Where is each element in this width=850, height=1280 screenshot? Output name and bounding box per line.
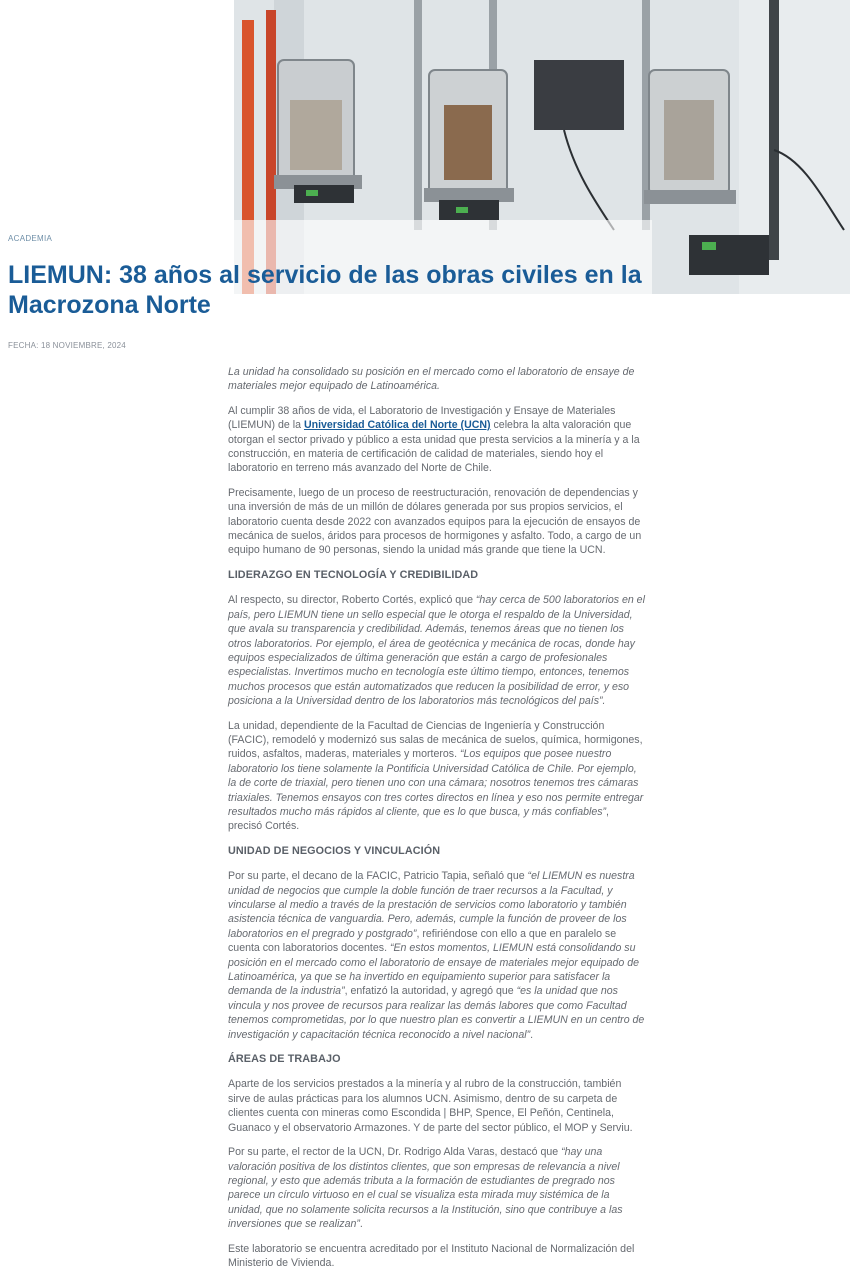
paragraph-2: Precisamente, luego de un proceso de reestructuración, renovación de dependencias y una inversión de más de un millón de dólares generada por sus propios servicios, el laboratorio cuenta desde 2022 con avanzados equipos para la ejecución de ensayos de mecánica de suelos, áridos para procesos de hormigones y asfalto. Todo, a cargo de un equipo humano de 90 personas, siendo la unidad más grande que tiene la UCN. (228, 486, 642, 557)
section-heading-areas: ÁREAS DE TRABAJO (228, 1053, 341, 1066)
article-body (228, 365, 646, 1280)
paragraph-3: Al respecto, su director, Roberto Cortés, explicó que “hay cerca de 500 laboratorios en el país, pero LIEMUN tiene un sello especial que le otorga el respaldo de la Universidad, que avala su transparencia y credibilidad. Además, tenemos áreas que no tienen los otros laboratorios. Por ejemplo, el área de geotécnica y mecánica de rocas, donde hay equipos especializados de última generación que están a cargo de profesionales especialistas. Invertimos mucho en tecnología este último tiempo, entonces, tenemos muchos procesos que están automatizados que reducen la posibilidad de error, y eso posiciona a la Universidad dentro de los laboratorios más tecnológicos del país”. (228, 594, 645, 708)
paragraph-6: Aparte de los servicios prestados a la minería y al rubro de la construcción, también sirve de aulas prácticas para los alumnos UCN. Asimismo, dentro de su carpeta de clientes cuenta con mineras como Escondida | BHP, Spence, El Peñón, Centinela, Guanaco y el observatorio Armazones. Y de parte del sector público, el MOP y Serviu. (228, 1078, 633, 1134)
article-lead: La unidad ha consolidado su posición en el mercado como el laboratorio de ensaye de materiales mejor equipado de Latinoamérica. (228, 366, 635, 393)
paragraph-8: Este laboratorio se encuentra acreditado por el Instituto Nacional de Normalización del Ministerio de Vivienda. (228, 1242, 635, 1269)
paragraph-1: Al cumplir 38 años de vida, el Laboratorio de Investigación y Ensaye de Materiales (LIEMUN) de la Universidad Católica del Norte (UCN) celebra la alta valoración que otorgan el sector privado y público a esta unidad que presta servicios a la minería y a la construcción, en materia de certificación de calidad de materiales, siendo hoy el laboratorio en terreno más avanzado del Norte de Chile. (228, 404, 640, 475)
category-label[interactable]: ACADEMIA (8, 234, 53, 243)
section-heading-leadership: LIDERAZGO EN TECNOLOGÍA Y CREDIBILIDAD (228, 568, 479, 581)
ucn-link[interactable]: Universidad Católica del Norte (UCN) (303, 419, 491, 432)
paragraph-7: Por su parte, el rector de la UCN, Dr. Rodrigo Alda Varas, destacó que “hay una valoración positiva de los distintos clientes, que son empresas de relevancia a nivel regional, y esto que además tributa a la formación de estudiantes de pregrado nos parece un círculo virtuoso en el cual se visualiza esta mirada muy sistémica de la unidad, que no solamente solicita recursos a la Institución, sino que contribuye a las inversiones que se realizan”. (228, 1146, 623, 1231)
page-title: LIEMUN: 38 años al servicio de las obras civiles en la Macrozona Norte (8, 261, 642, 319)
paragraph-5: Por su parte, el decano de la FACIC, Patricio Tapia, señaló que “el LIEMUN es nuestra unidad de negocios que cumple la doble función de traer recursos a la Facultad, y vincularse al medio a través de la prestación de servicios como laboratorio y también asistencia técnica de vanguardia. Pero, además, cumple la función de proveer de los laboratorios en el pregrado y postgrado”, refiriéndose con ello a que en paralelo se cuenta con laboratorios docentes. “En estos momentos, LIEMUN está consolidando su posición en el mercado como el laboratorio de ensaye de materiales mejor equipado de Latinoamérica, ya que se ha invertido en equipamiento superior para satisfacer la demanda de la industria”, enfatizó la autoridad, y agregó que “es la unidad que nos vincula y nos provee de recursos para realizar las demás labores que como Facultad tenemos comprometidas, por lo que nuestro plan es convertir a LIEMUN en un centro de investigación y capacitación técnica reconocido a nivel nacional”. (228, 870, 645, 1041)
paragraph-4: La unidad, dependiente de la Facultad de Ciencias de Ingeniería y Construcción (FACIC), remodeló y modernizó sus salas de mecánica de suelos, química, hormigones, ruidos, asfaltos, maderas, materiales y morteros. “Los equipos que posee nuestro laboratorio los tiene solamente la Pontificia Universidad Católica de Chile. Por ejemplo, la de corte de triaxial, pero tienen uno con una cámara; nosotros tenemos tres cámaras triaxiales. Tenemos ensayos con tres cortes directos en línea y eso nos permite entregar resultados mucho más rápidos al cliente, que es lo que busca, y más confiables”, precisó Cortés. (228, 719, 644, 833)
publish-date: FECHA: 18 NOVIEMBRE, 2024 (8, 341, 126, 350)
section-heading-business: UNIDAD DE NEGOCIOS Y VINCULACIÓN (228, 844, 441, 857)
hero-photo (234, 0, 850, 294)
